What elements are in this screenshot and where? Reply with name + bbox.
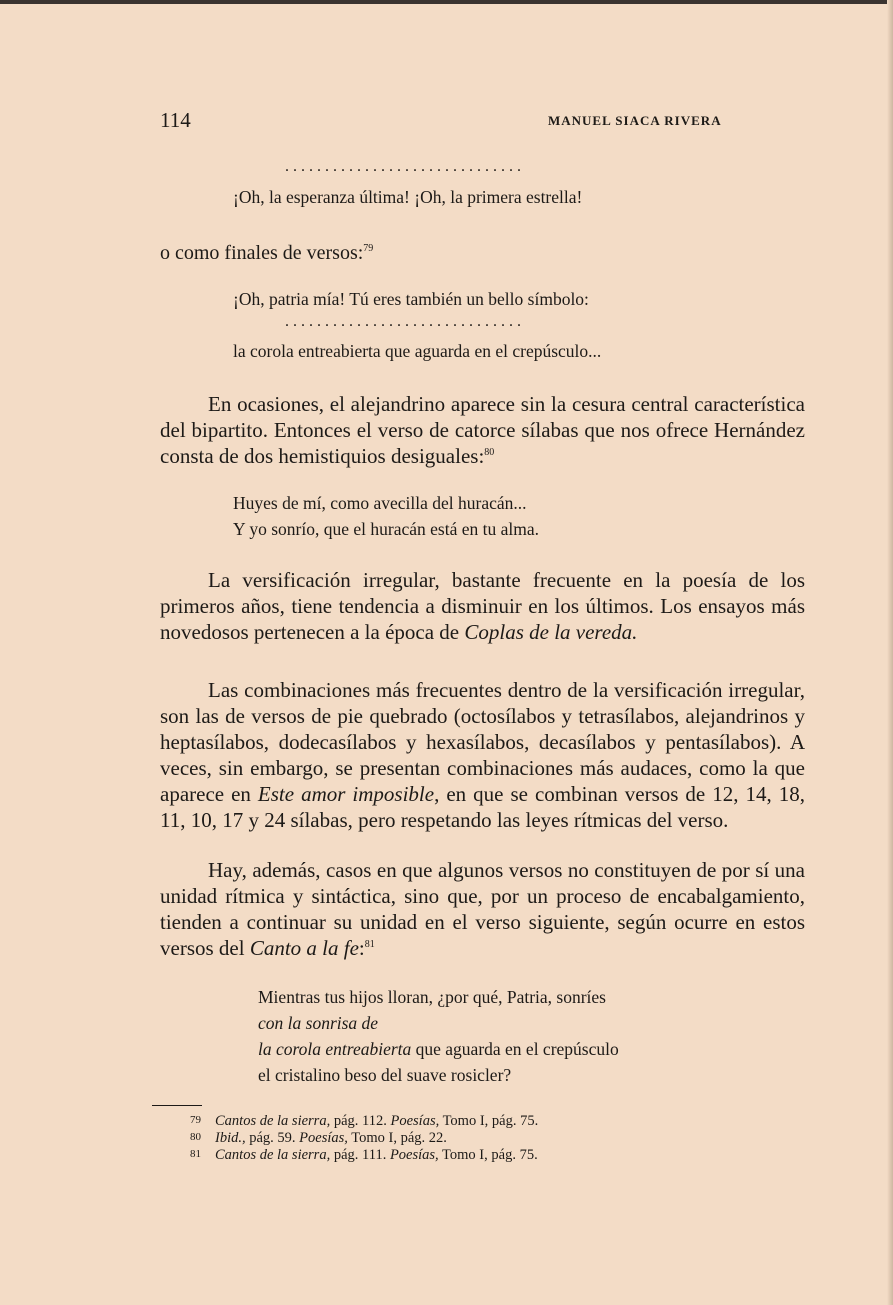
footnote-rest: Tomo I, pág. 22. [347, 1130, 447, 1146]
paragraph-text: Hay, además, casos en que algunos versos no constituyen de por sí una unidad rítmica y sintáctica, sino que, por un proceso de encabalgamiento, tienden a continuar su unidad en el verso siguiente, según ocurre en estos versos del [160, 858, 805, 960]
work-title: Coplas de la vereda. [464, 620, 638, 644]
verse-line: Mientras tus hijos lloran, ¿por qué, Patria, sonríes [258, 987, 606, 1007]
footnote [190, 1113, 538, 1130]
work-title: Canto a la fe [249, 936, 359, 960]
verse-line: la corola entreabierta que aguarda en el crepúsculo... [233, 341, 602, 361]
body-paragraph [160, 567, 805, 645]
ellipsis-dots: .............................. [285, 313, 525, 330]
body-paragraph [160, 677, 805, 833]
footnote-page: pág. 59. [245, 1130, 300, 1146]
verse-line [258, 1013, 378, 1034]
footnote-work: Poesías, [389, 1147, 439, 1163]
intro-text: o como finales de versos: [160, 242, 364, 264]
footnote-rest: Tomo I, pág. 75. [438, 1147, 538, 1163]
footnote-work: Poesías, [299, 1130, 348, 1146]
work-title: Este amor imposible [257, 782, 435, 806]
footnote-number: 81 [190, 1148, 201, 1160]
footnote-title: Cantos de la sierra, [215, 1147, 331, 1163]
footnote-title: Ibid., [215, 1130, 246, 1146]
ellipsis-dots: .............................. [285, 158, 525, 175]
paragraph-text: Las combinaciones más frecuentes dentro de la versificación irregular, son las de versos de pie quebrado (octosílabos y tetrasílabos, alejandrinos y heptasílabos, dodecasílabos y hexasílabos, decasílabos y pentasílabos). A veces, sin embargo, se presentan combinaciones más audaces, como la que aparece en [160, 678, 805, 806]
paragraph-text: , en que se combinan versos de 12, 14, 18, 11, 10, 17 y 24 sílabas, pero respetando las leyes rítmicas del verso. [160, 782, 805, 832]
footnote-ref: 80 [484, 447, 495, 458]
footnote-rest: Tomo I, pág. 75. [439, 1113, 539, 1129]
paragraph-text: La versificación irregular, bastante frecuente en la poesía de los primeros años, tiene tendencia a disminuir en los últimos. Los ensayos más novedosos pertenecen a la época de [160, 568, 805, 644]
verse-italic: con la sonrisa de [258, 1013, 379, 1033]
footnote [190, 1147, 538, 1164]
verse-line: ¡Oh, patria mía! Tú eres también un bello símbolo: [233, 289, 589, 309]
footnote-title: Cantos de la sierra, [215, 1113, 331, 1129]
verse-line: ¡Oh, la esperanza última! ¡Oh, la primera estrella! [233, 187, 583, 207]
footnote-number: 80 [190, 1131, 201, 1143]
intro-line [160, 240, 805, 266]
footnote-page: pág. 112. [330, 1113, 391, 1129]
footnote-ref: 81 [364, 939, 375, 950]
running-head-author: MANUEL SIACA RIVERA [548, 113, 722, 128]
verse-italic: la corola entreabierta [258, 1039, 412, 1059]
colon: : [358, 936, 365, 960]
footnote-work: Poesías, [390, 1113, 440, 1129]
body-paragraph [160, 857, 805, 961]
footnote-number: 79 [190, 1114, 201, 1126]
verse-line [258, 1039, 619, 1060]
footnote [190, 1130, 447, 1147]
page-number: 114 [160, 108, 191, 132]
running-head [160, 108, 805, 138]
page-top-edge [0, 0, 893, 4]
verse-line: Huyes de mí, como avecilla del huracán... [233, 493, 527, 513]
footnote-ref: 79 [363, 243, 374, 254]
page-right-edge [887, 0, 893, 1305]
body-paragraph [160, 391, 805, 469]
verse-line: el cristalino beso del suave rosicler? [258, 1065, 512, 1085]
verse-text: que aguarda en el crepúsculo [411, 1039, 619, 1059]
paragraph-text: En ocasiones, el alejandrino aparece sin la cesura central característica del bipartito. Entonces el verso de catorce sílabas que nos ofrece Hernández consta de dos hemistiquios desiguales: [160, 392, 805, 468]
verse-line: Y yo sonrío, que el huracán está en tu alma. [233, 519, 539, 539]
footnote-page: pág. 111. [330, 1147, 390, 1163]
footnote-rule [152, 1105, 202, 1106]
